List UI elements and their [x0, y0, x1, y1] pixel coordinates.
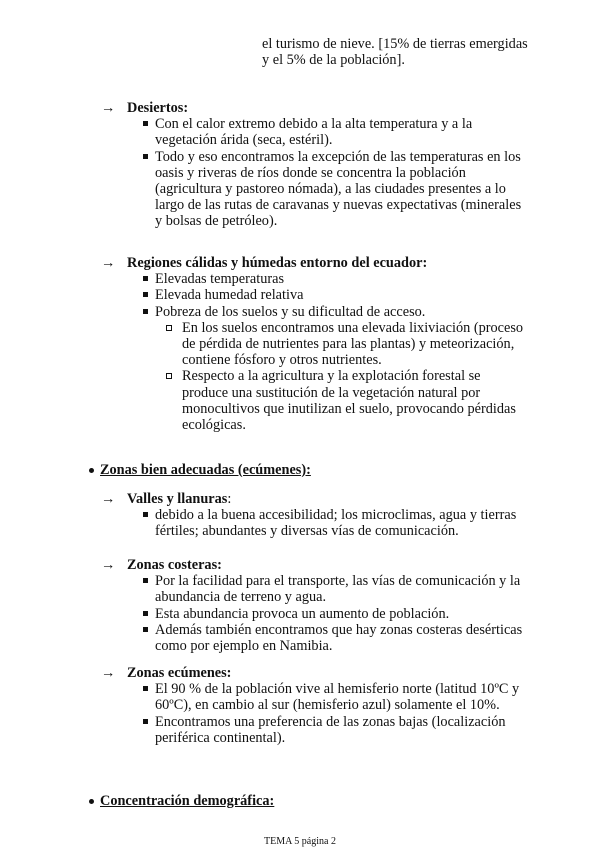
section-ecumenes [101, 665, 527, 746]
sub-list-item: En los suelos encontramos una elevada lixiviación (proceso de pérdida de nutrientes para las plantas) y meteorización, contiene fósforo y otros nutrientes. [182, 320, 527, 369]
list-item: Además también encontramos que hay zonas costeras desérticas como por ejemplo en Namibia. [155, 622, 527, 654]
intro-text: el turismo de nieve. [15% de tierras emergidas y el 5% de la población]. [262, 36, 528, 69]
list-item: Elevada humedad relativa [155, 287, 527, 303]
heading: Zonas costeras: [127, 557, 222, 573]
list-item: debido a la buena accesibilidad; los microclimas, agua y tierras fértiles; abundantes y diversas vías de comunicación. [155, 507, 527, 539]
heading: Zonas ecúmenes: [127, 665, 232, 681]
list-item: Elevadas temperaturas [155, 271, 527, 287]
list-item: Con el calor extremo debido a la alta temperatura y a la vegetación árida (seca, estéril). [155, 116, 527, 148]
section-costeras [101, 557, 527, 655]
list-item: Encontramos una preferencia de las zonas bajas (localización periférica continental). [155, 714, 527, 746]
heading: Concentración demográfica: [100, 793, 275, 809]
page-footer: TEMA 5 página 2 [264, 836, 336, 847]
heading: Valles y llanuras [127, 491, 228, 507]
section-desiertos [101, 100, 527, 230]
list-item: Todo y eso encontramos la excepción de las temperaturas en los oasis y riveras de ríos donde se concentra la población (agricultura y pastoreo nómada), a las ciudades presentes a lo largo de las rutas de caravanas y nuevas expectativas (minerales y bolsas de petróleo). [155, 149, 527, 230]
colon: : [227, 491, 232, 507]
arrow-icon: → [101, 491, 116, 507]
arrow-icon: → [101, 557, 116, 573]
section-concentracion [100, 793, 274, 809]
section-valles [101, 491, 527, 540]
list-item: Esta abundancia provoca un aumento de población. [155, 606, 527, 622]
sub-list-item: Respecto a la agricultura y la explotación forestal se produce una sustitución de la vegetación natural por monocultivos que inutilizan el suelo, provocando pérdidas ecológicas. [182, 368, 527, 433]
heading: Desiertos: [127, 100, 189, 116]
arrow-icon: → [101, 255, 116, 271]
arrow-icon: → [101, 100, 116, 116]
list-item: Pobreza de los suelos y su dificultad de acceso. [155, 304, 527, 320]
heading: Regiones cálidas y húmedas entorno del ecuador: [127, 255, 428, 271]
bullet-icon [89, 799, 94, 804]
section-adecuadas [100, 462, 311, 478]
bullet-icon [89, 468, 94, 473]
arrow-icon: → [101, 665, 116, 681]
list-item: El 90 % de la población vive al hemisferio norte (latitud 10ºC y 60ºC), en cambio al sur (hemisferio azul) solamente el 10%. [155, 681, 527, 713]
list-item: Por la facilidad para el transporte, las vías de comunicación y la abundancia de terreno y agua. [155, 573, 527, 605]
section-regiones [101, 255, 527, 434]
heading: Zonas bien adecuadas (ecúmenes): [100, 462, 311, 478]
